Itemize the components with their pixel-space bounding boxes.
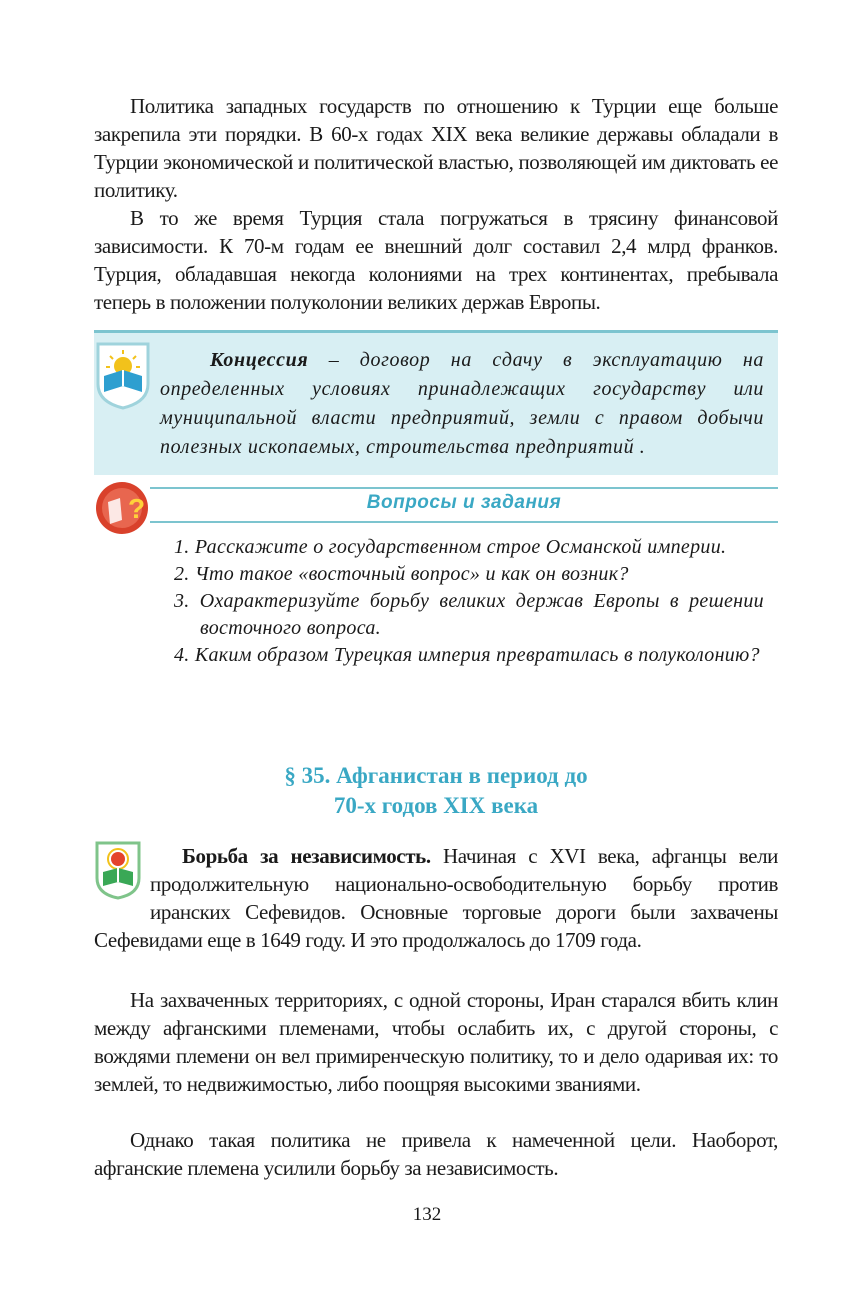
concept-term: Концессия (210, 349, 309, 371)
icon-spacer (94, 842, 150, 926)
concept-definition (160, 346, 764, 462)
subheading-independence: Борьба за независимость. (182, 844, 431, 868)
questions-rule-bottom (150, 521, 778, 523)
svg-text:?: ? (128, 493, 146, 524)
question-item: 4. Каким образом Турецкая империя превратилась в полуколонию? (174, 644, 760, 666)
question-item: 2. Что такое «восточный вопрос» и как он возник? (174, 563, 629, 585)
question-item: 1. Расскажите о государственном строе Османской империи. (174, 536, 727, 558)
paragraph-turkey-policy: Политика западных государств по отношению к Турции еще больше закрепила эти порядки. В 60-х годах XIX века великие державы обладали в Турции экономической и политической властью, позволяющей им диктовать ее политику. (94, 94, 778, 202)
paragraph-struggle (94, 842, 778, 954)
book-sun-icon (94, 340, 152, 410)
questions-rule-top (150, 487, 778, 489)
questions-title: Вопросы и задания (366, 492, 562, 513)
concept-definition-text: – договор на сдачу в эксплуатацию на определенных условиях принадлежащих государству или муниципальной власти предприятий, земли с правом добычи полезных ископаемых, строительства предприятий . (160, 349, 764, 458)
section-title-line-1: § 35. Афганистан в период до (284, 763, 588, 788)
questions-list (174, 534, 764, 669)
question-icon (94, 480, 150, 536)
paragraph-turkey-debt: В то же время Турция стала погружаться в трясину финансовой зависимости. К 70-м годам ее внешний долг составил 2,4 млрд франков. Турция, обладавшая некогда колониями на трех континентах, пребывала теперь в положении полуколонии великих держав Европы. (94, 206, 778, 314)
paragraph-outcome: Однако такая политика не привела к намеченной цели. Наоборот, афганские племена усилили борьбу за независимость. (94, 1128, 778, 1180)
question-item: 3. Охарактеризуйте борьбу великих держав Европы в решении восточного вопроса. (174, 590, 764, 639)
page-number: 132 (412, 1204, 442, 1225)
section-title-line-2: 70-х годов XIX века (333, 793, 539, 818)
paragraph-struggle-text: Начиная с XVI века, афганцы вели продолжительную национально-освободительную борьбу против иранских Сефевидов. Основные торговые дороги были захвачены Сефевидами еще в 1649 году. И это продолжалось до 1709 года. (94, 844, 778, 952)
paragraph-iran-policy: На захваченных территориях, с одной стороны, Иран старался вбить клин между афганскими племенами, чтобы ослабить их, с другой стороны, с вождями племени он вел примиренческую политику, то и дело одаривая их: то землей, то недвижимостью, либо поощряя высокими званиями. (94, 988, 778, 1096)
